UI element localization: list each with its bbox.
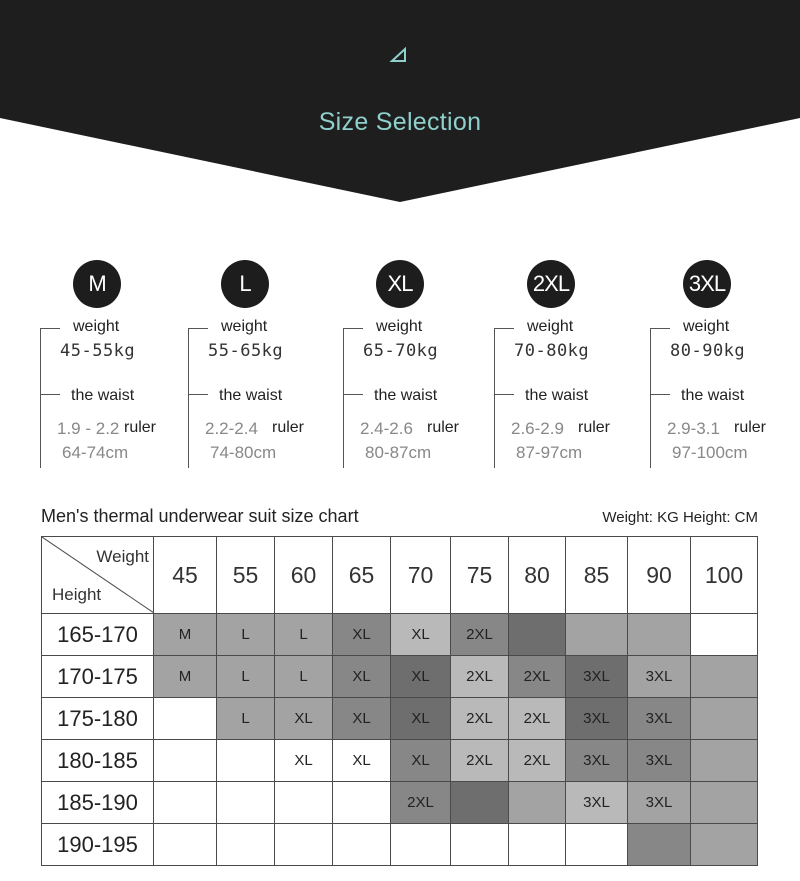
- weight-header: 75: [451, 537, 509, 614]
- weight-header: 45: [154, 537, 217, 614]
- weight-axis-label: Weight: [96, 547, 149, 566]
- weight-label: weight: [221, 318, 268, 335]
- size-cell: XL: [391, 614, 451, 656]
- size-cell: [566, 614, 628, 656]
- ruler-label: ruler: [272, 419, 305, 436]
- bracket-tick: [40, 328, 60, 329]
- waist-cm: 74-80cm: [210, 443, 277, 462]
- size-cell: 2XL: [509, 656, 566, 698]
- size-cell: 3XL: [628, 782, 691, 824]
- size-cell: M: [154, 656, 217, 698]
- triangle-icon: [389, 44, 409, 64]
- bracket-line: [188, 328, 209, 468]
- bracket-tick: [188, 394, 208, 395]
- chart-title: Men's thermal underwear suit size chart: [41, 506, 359, 526]
- size-cell: [509, 824, 566, 866]
- size-cell: L: [217, 614, 275, 656]
- waist-range: 2.4-2.6: [360, 419, 413, 438]
- size-cell: [691, 656, 758, 698]
- size-cell: 2XL: [451, 698, 509, 740]
- weight-header: 100: [691, 537, 758, 614]
- waist-label: the waist: [71, 387, 135, 404]
- waist-label: the waist: [219, 387, 283, 404]
- waist-label: the waist: [525, 387, 589, 404]
- table-row: [42, 824, 758, 866]
- waist-cm: 97-100cm: [672, 443, 748, 462]
- ruler-label: ruler: [578, 419, 611, 436]
- waist-range: 1.9 - 2.2: [57, 419, 120, 438]
- weight-value: 70-80kg: [514, 341, 590, 361]
- size-cell: [691, 614, 758, 656]
- chart-units: Weight: KG Height: CM: [602, 509, 758, 526]
- size-cell: [275, 782, 333, 824]
- size-cell: [566, 824, 628, 866]
- table-row: [42, 782, 758, 824]
- size-cell: XL: [333, 656, 391, 698]
- weight-label: weight: [527, 318, 574, 335]
- size-cell: [628, 614, 691, 656]
- bracket-tick: [650, 328, 670, 329]
- size-cell: XL: [391, 698, 451, 740]
- size-cell: [691, 782, 758, 824]
- bracket-line: [650, 328, 671, 468]
- weight-header: 80: [509, 537, 566, 614]
- size-cell: 2XL: [451, 614, 509, 656]
- weight-value: 80-90kg: [670, 341, 746, 361]
- size-card-2xl: [494, 260, 634, 472]
- size-card-3xl: [650, 260, 790, 472]
- size-cell: [451, 824, 509, 866]
- size-cell: [275, 824, 333, 866]
- weight-header: 55: [217, 537, 275, 614]
- size-cell: L: [217, 656, 275, 698]
- table-row: [42, 740, 758, 782]
- bracket-line: [343, 328, 364, 468]
- height-axis-label: Height: [52, 585, 102, 604]
- size-cell: 2XL: [451, 740, 509, 782]
- weight-header: 85: [566, 537, 628, 614]
- bracket-tick: [343, 328, 363, 329]
- size-badge: M: [73, 260, 121, 308]
- size-cell: 3XL: [566, 698, 628, 740]
- size-cell: 2XL: [451, 656, 509, 698]
- size-cell: [628, 824, 691, 866]
- weight-header: 70: [391, 537, 451, 614]
- size-cell: [391, 824, 451, 866]
- bracket-tick: [494, 328, 514, 329]
- size-cell: 3XL: [628, 740, 691, 782]
- size-cell: XL: [391, 740, 451, 782]
- size-cell: [154, 698, 217, 740]
- waist-range: 2.2-2.4: [205, 419, 258, 438]
- weight-value: 55-65kg: [208, 341, 284, 361]
- height-header: 185-190: [42, 782, 154, 824]
- bracket-tick: [650, 394, 670, 395]
- bracket-tick: [494, 394, 514, 395]
- waist-label: the waist: [681, 387, 745, 404]
- bracket-tick: [188, 328, 208, 329]
- size-cell: L: [275, 614, 333, 656]
- size-cell: 3XL: [566, 656, 628, 698]
- size-cell: 3XL: [628, 698, 691, 740]
- height-header: 170-175: [42, 656, 154, 698]
- size-cell: 3XL: [628, 656, 691, 698]
- table-row: [42, 698, 758, 740]
- waist-cm: 80-87cm: [365, 443, 432, 462]
- bracket-line: [494, 328, 515, 468]
- weight-label: weight: [683, 318, 730, 335]
- size-cell: [333, 824, 391, 866]
- weight-value: 45-55kg: [60, 341, 136, 361]
- size-cell: XL: [333, 698, 391, 740]
- size-card-xl: [343, 260, 483, 472]
- size-cell: [333, 782, 391, 824]
- weight-label: weight: [73, 318, 120, 335]
- waist-cm: 87-97cm: [516, 443, 583, 462]
- weight-header: 65: [333, 537, 391, 614]
- size-cell: [217, 740, 275, 782]
- size-cell: XL: [333, 740, 391, 782]
- size-cell: L: [275, 656, 333, 698]
- size-badge: L: [221, 260, 269, 308]
- size-cell: [691, 824, 758, 866]
- size-card-l: [188, 260, 328, 472]
- height-header: 165-170: [42, 614, 154, 656]
- size-cell: [691, 698, 758, 740]
- size-cell: XL: [333, 614, 391, 656]
- bracket-tick: [343, 394, 363, 395]
- height-header: 180-185: [42, 740, 154, 782]
- size-cell: 3XL: [566, 782, 628, 824]
- size-chart-table: [41, 536, 758, 866]
- size-cell: XL: [391, 656, 451, 698]
- size-cell: [154, 782, 217, 824]
- ruler-label: ruler: [427, 419, 460, 436]
- size-cell: [691, 740, 758, 782]
- size-cell: [509, 614, 566, 656]
- size-cell: XL: [275, 740, 333, 782]
- size-cell: 2XL: [391, 782, 451, 824]
- size-badge: XL: [376, 260, 424, 308]
- weight-header: 60: [275, 537, 333, 614]
- table-row: [42, 656, 758, 698]
- size-cell: [217, 824, 275, 866]
- size-badge: 3XL: [683, 260, 731, 308]
- size-cell: [154, 824, 217, 866]
- size-cell: 2XL: [509, 740, 566, 782]
- waist-cm: 64-74cm: [62, 443, 129, 462]
- bracket-tick: [40, 394, 60, 395]
- size-cell: XL: [275, 698, 333, 740]
- size-badge: 2XL: [527, 260, 575, 308]
- weight-value: 65-70kg: [363, 341, 439, 361]
- header-banner: [0, 0, 800, 205]
- weight-label: weight: [376, 318, 423, 335]
- waist-range: 2.6-2.9: [511, 419, 564, 438]
- size-cell: [217, 782, 275, 824]
- waist-label: the waist: [374, 387, 438, 404]
- size-cell: L: [217, 698, 275, 740]
- weight-header: 90: [628, 537, 691, 614]
- size-cell: [154, 740, 217, 782]
- ruler-label: ruler: [124, 419, 157, 436]
- size-cell: 2XL: [509, 698, 566, 740]
- height-header: 175-180: [42, 698, 154, 740]
- table-corner-cell: [42, 537, 154, 614]
- size-cell: 3XL: [566, 740, 628, 782]
- size-cell: [451, 782, 509, 824]
- size-cell: M: [154, 614, 217, 656]
- size-cell: [509, 782, 566, 824]
- size-card-m: [40, 260, 180, 472]
- height-header: 190-195: [42, 824, 154, 866]
- table-row: [42, 614, 758, 656]
- page-title: Size Selection: [318, 108, 482, 136]
- bracket-line: [40, 328, 61, 468]
- ruler-label: ruler: [734, 419, 767, 436]
- waist-range: 2.9-3.1: [667, 419, 720, 438]
